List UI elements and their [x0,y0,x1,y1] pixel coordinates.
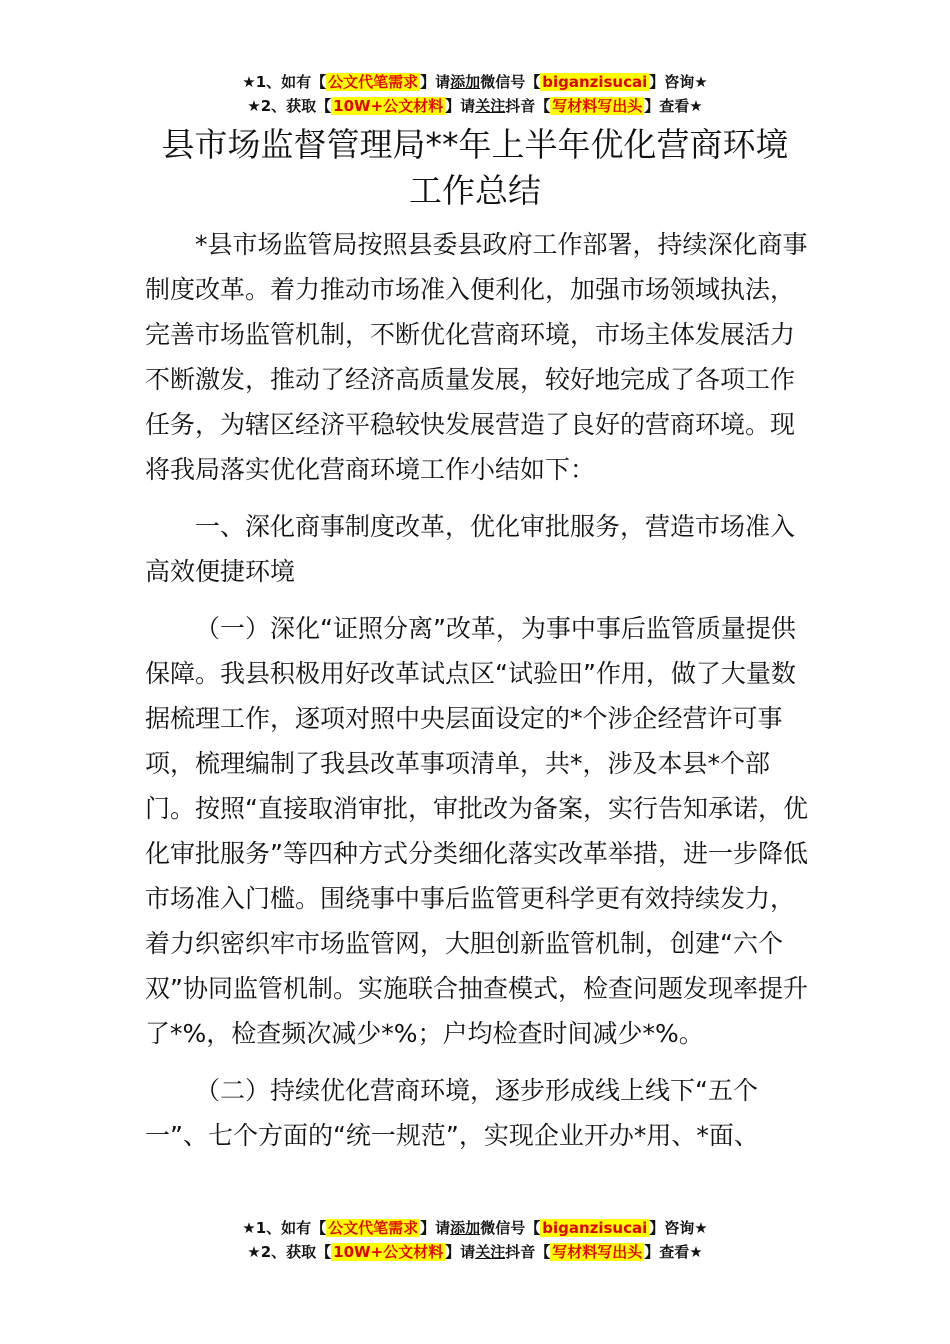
promo-text: 】请 [420,73,451,91]
promo-highlight: 10W+公文材料 [333,1243,444,1261]
promo-banner-bottom [0,1216,950,1264]
wechat-id-highlight: biganzisucai [542,73,648,91]
promo-line-2 [0,94,950,118]
title-line-2: 工作总结 [409,171,541,210]
wechat-id-highlight: biganzisucai [542,1219,648,1237]
intro-paragraph: *县市场监管局按照县委县政府工作部署，持续深化商事制度改革。着力推动市场准入便利化，加强市场领域执法，完善市场监管机制，不断优化营商环境，市场主体发展活力不断激发，推动了经济高质量发展，较好地完成了各项工作任务，为辖区经济平稳较快发展营造了良好的营商环境。现将我局落实优化营商环境工作小结如下： [145,230,808,484]
promo-text: 】请 [445,1243,476,1261]
promo-text: 】咨询 [649,73,695,91]
promo-text: 】请 [445,97,476,115]
star-icon: ★ [242,1219,256,1237]
promo-text: 】请 [420,1219,451,1237]
subsection-paragraph-2: （二）持续优化营商环境，逐步形成线上线下“五个一”、七个方面的“统一规范”，实现企业开办*用、*面、 [145,1076,759,1150]
promo-line-1 [0,70,950,94]
star-icon: ★ [694,73,708,91]
promo-text: 1、如有【 [255,1219,327,1237]
promo-text: 2、获取【 [260,97,332,115]
promo-text: 】查看 [644,97,690,115]
document-body [145,222,810,1190]
promo-text: 抖音【 [505,97,551,115]
douyin-id-highlight: 写材料写出头 [552,1243,643,1261]
star-icon: ★ [247,97,261,115]
promo-highlight: 公文代笔需求 [328,1219,419,1237]
promo-emphasis: 关注 [475,1243,506,1261]
promo-text: 2、获取【 [260,1243,332,1261]
star-icon: ★ [689,97,703,115]
promo-text: 抖音【 [505,1243,551,1261]
star-icon: ★ [242,73,256,91]
promo-highlight: 公文代笔需求 [328,73,419,91]
section-heading-1: 一、深化商事制度改革，优化审批服务，营造市场准入高效便捷环境 [145,512,796,586]
douyin-id-highlight: 写材料写出头 [552,97,643,115]
subsection-paragraph-1: （一）深化“证照分离”改革，为事中事后监管质量提供保障。我县积极用好改革试点区“试验田”作用，做了大量数据梳理工作，逐项对照中央层面设定的*个涉企经营许可事项，梳理编制了我县改革事项清单，共*，涉及本县*个部门。按照“直接取消审批，审批改为备案，实行告知承诺，优化审批服务”等四种方式分类细化落实改革举措，进一步降低市场准入门槛。围绕事中事后监管更科学更有效持续发力，着力织密织牢市场监管网，大胆创新监管机制，创建“六个双”协同监管机制。实施联合抽查模式，检查问题发现率提升了*%，检查频次减少*%；户均检查时间减少*%。 [145,614,808,1048]
promo-emphasis: 关注 [475,97,506,115]
promo-banner-top [0,70,950,118]
promo-text: 1、如有【 [255,73,327,91]
promo-line-2 [0,1240,950,1264]
star-icon: ★ [689,1243,703,1261]
star-icon: ★ [694,1219,708,1237]
star-icon: ★ [247,1243,261,1261]
title-line-1: 县市场监督管理局**年上半年优化营商环境 [161,125,789,164]
promo-line-1 [0,1216,950,1240]
document-title [0,122,950,214]
promo-emphasis: 添加 [450,1219,481,1237]
promo-text: 微信号【 [480,73,541,91]
promo-text: 】查看 [644,1243,690,1261]
promo-highlight: 10W+公文材料 [333,97,444,115]
promo-emphasis: 添加 [450,73,481,91]
promo-text: 】咨询 [649,1219,695,1237]
promo-text: 微信号【 [480,1219,541,1237]
